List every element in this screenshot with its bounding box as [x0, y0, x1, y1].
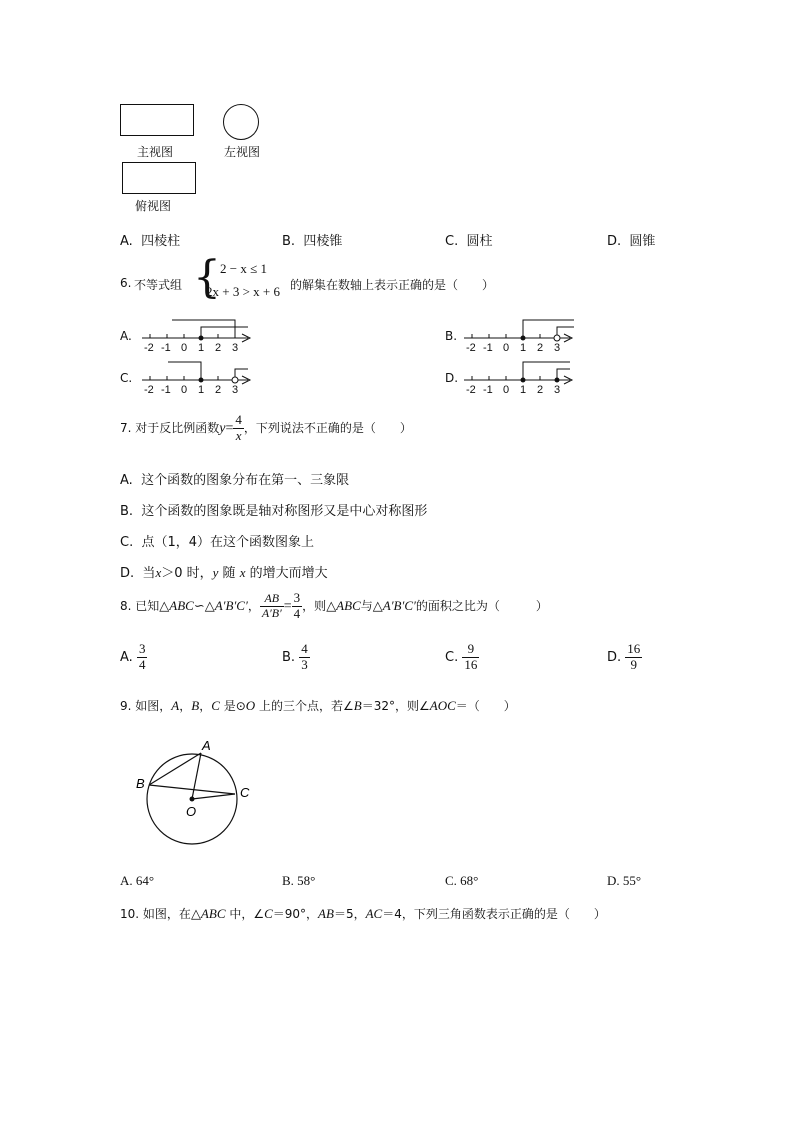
tick-label: 2 [215, 384, 222, 396]
q8-value-fraction [292, 591, 303, 622]
frac-den: 4 [138, 657, 146, 672]
tick-label: 2 [537, 384, 544, 396]
q10-text: ＝5， [333, 907, 366, 921]
var-c: C [211, 698, 220, 713]
q5-option-b[interactable] [282, 230, 342, 249]
q8-option-a[interactable] [120, 636, 147, 680]
q7-fraction [233, 413, 244, 444]
q7-option-a[interactable] [120, 469, 349, 488]
q7-func-eq: = [225, 421, 234, 436]
var-y: y [212, 565, 219, 580]
option-fraction [625, 642, 642, 673]
var-c: C [264, 906, 273, 921]
q9-text: ＝32°，则∠ [361, 699, 430, 713]
q9-option-d[interactable] [607, 873, 641, 889]
tick-label: -2 [466, 342, 476, 354]
q6-numberline-d[interactable] [462, 358, 582, 398]
option-letter: C. [445, 650, 459, 665]
tick-label: -1 [483, 342, 493, 354]
option-text: 随 [222, 566, 236, 581]
frac-num: 16 [627, 641, 641, 657]
q7-func-lhs: y [219, 421, 226, 436]
q8-ratio-num: AB [260, 592, 284, 607]
tick-label: 3 [554, 342, 561, 354]
q7-suffix: ，下列说法不正确的是（ ） [243, 421, 412, 435]
q6-numberline-c[interactable] [140, 358, 260, 398]
tick-label: -2 [144, 384, 154, 396]
option-text: 68° [460, 873, 479, 888]
option-text: ＞0 时， [161, 566, 213, 581]
tick-label: 0 [181, 342, 188, 354]
q8-option-d[interactable] [607, 636, 642, 680]
q7-number: 7. [120, 421, 132, 435]
tick-label: 0 [503, 384, 510, 396]
q7-prefix: 对于反比例函数 [135, 421, 220, 435]
q9-option-a[interactable] [120, 873, 154, 889]
q7-option-b[interactable] [120, 500, 427, 519]
tick-label: 0 [503, 342, 510, 354]
q6-prefix: 不等式组 [134, 278, 183, 292]
q6-inequality-1: 2 − x ≤ 1 [220, 261, 267, 276]
front-view-label: 主视图 [137, 145, 174, 159]
q7-option-c[interactable] [120, 531, 314, 550]
var-ac: AC [365, 906, 383, 921]
q9-text: 是⊙ [223, 699, 246, 713]
tick-label: 1 [520, 384, 527, 396]
tick-label: 3 [232, 342, 239, 354]
q10-text: ＝90°， [272, 907, 319, 921]
left-view-circle [223, 104, 259, 140]
brace-icon: { [193, 252, 221, 303]
q10-text: 中，∠ [229, 907, 265, 921]
var-o: O [245, 698, 256, 713]
q7-frac-num: 4 [235, 412, 242, 428]
tick-label: 0 [181, 384, 188, 396]
q10-stem [120, 905, 606, 922]
q9-circle-figure [130, 735, 260, 865]
frac-num: 4 [301, 641, 308, 657]
tick-label: -2 [466, 384, 476, 396]
option-letter: D. [607, 873, 620, 888]
q6-inequality-2: 2x + 3 > x + 6 [206, 284, 280, 299]
point-label-b: B [136, 776, 145, 791]
option-text: 55° [622, 873, 642, 888]
frac-num: 9 [462, 642, 479, 658]
option-text: 点（1，4）在这个函数图象上 [141, 535, 315, 550]
q6-option-c-letter[interactable]: C. [120, 371, 133, 385]
var-b: B [191, 698, 200, 713]
q8-stem [120, 586, 548, 627]
q9-text: 上的三个点，若∠ [259, 699, 354, 713]
tick-label: 1 [198, 384, 205, 396]
option-letter: A. [120, 473, 133, 488]
q8-option-c[interactable] [445, 636, 479, 680]
q8-triangle-1: △ABC [326, 598, 361, 613]
q5-option-c[interactable] [445, 230, 493, 249]
q8-similarity: △ABC∽△A′B′C′ [159, 598, 248, 613]
q8-mid: ，则 [302, 599, 327, 613]
tick-label: 3 [554, 384, 561, 396]
option-text: 这个函数的图象既是轴对称图形又是中心对称图形 [141, 504, 428, 519]
tick-label: -1 [161, 384, 171, 396]
q8-value-den: 4 [293, 606, 301, 621]
q8-number: 8. [120, 599, 132, 613]
q8-option-b[interactable] [282, 636, 310, 680]
q10-number: 10. [120, 907, 140, 921]
q6-numberline-a[interactable] [140, 316, 260, 356]
q6-option-a-letter[interactable]: A. [120, 329, 132, 343]
q9-sep: ， [199, 699, 212, 713]
q7-stem [120, 408, 412, 449]
q7-frac-den: x [235, 428, 242, 443]
option-text: 这个函数的图象分布在第一、三象限 [141, 473, 350, 488]
option-letter: C. [445, 873, 457, 888]
var-b: B [353, 698, 362, 713]
frac-num: 3 [138, 641, 146, 657]
q8-suffix: 的面积之比为（ ） [415, 599, 548, 613]
option-letter: A. [120, 650, 133, 665]
q9-number: 9. [120, 699, 132, 713]
var-x: x [239, 565, 246, 580]
q6-numberline-b[interactable] [462, 316, 582, 356]
option-fraction [462, 642, 479, 673]
option-letter: D. [120, 566, 135, 581]
point-label-o: O [186, 804, 197, 819]
tick-label: 3 [232, 384, 239, 396]
option-text: 四棱锥 [303, 234, 343, 249]
q6-option-d-letter[interactable]: D. [445, 371, 459, 385]
option-text: 64° [135, 873, 155, 888]
option-letter: C. [120, 535, 134, 550]
option-letter: C. [445, 234, 459, 249]
option-text: 圆柱 [466, 234, 493, 249]
option-letter: B. [282, 650, 296, 665]
point-label-c: C [240, 785, 250, 800]
tick-label: -2 [144, 342, 154, 354]
q8-triangle-2: △A′B′C′ [372, 598, 416, 613]
tick-label: 2 [537, 342, 544, 354]
q5-option-a[interactable] [120, 230, 180, 249]
option-text: 四棱柱 [141, 234, 181, 249]
option-fraction [299, 642, 310, 673]
q8-comma: ， [247, 599, 260, 613]
q10-text: 如图，在 [142, 907, 191, 921]
option-letter: D. [607, 650, 622, 665]
option-letter: A. [120, 873, 133, 888]
left-view-label: 左视图 [224, 145, 261, 159]
option-letter: D. [607, 234, 622, 249]
var-aoc: AOC [429, 698, 456, 713]
frac-den: 16 [464, 657, 478, 672]
option-text: 圆锥 [629, 234, 656, 249]
option-letter: A. [120, 234, 133, 249]
top-view-label: 俯视图 [135, 199, 172, 213]
var-ab: AB [318, 906, 334, 921]
q5-option-d[interactable] [607, 230, 655, 249]
var-a: A [171, 698, 180, 713]
tick-label: -1 [161, 342, 171, 354]
q9-option-b[interactable] [282, 873, 315, 889]
q9-sep: ， [179, 699, 192, 713]
q6-number: 6. [120, 276, 132, 290]
option-letter: B. [282, 873, 294, 888]
tick-label: 1 [520, 342, 527, 354]
q9-stem [120, 697, 516, 714]
option-text: 的增大而增大 [249, 566, 328, 581]
point-label-a: A [202, 738, 211, 753]
q8-value-num: 3 [293, 590, 301, 606]
tick-label: -1 [483, 384, 493, 396]
q8-ratio-fraction [260, 592, 284, 621]
option-text: 当 [142, 566, 156, 581]
tick-label: 2 [215, 342, 222, 354]
option-letter: B. [120, 504, 134, 519]
option-text: 58° [297, 873, 316, 888]
q6-option-b-letter[interactable]: B. [445, 329, 458, 343]
front-view-rectangle [120, 104, 194, 136]
q8-eq: = [283, 599, 292, 614]
var-x: x [155, 565, 162, 580]
q10-text: ＝4，下列三角函数表示正确的是（ ） [382, 907, 606, 921]
q7-option-d[interactable] [120, 562, 328, 581]
option-fraction [137, 642, 148, 673]
frac-den: 3 [301, 657, 308, 672]
q9-option-c[interactable] [445, 873, 478, 889]
q8-prefix: 已知 [135, 599, 160, 613]
frac-den: 9 [630, 657, 638, 672]
top-view-rectangle [122, 162, 196, 194]
option-letter: B. [282, 234, 296, 249]
q8-ratio-den: A′B′ [261, 606, 282, 620]
q9-text: 如图， [135, 699, 172, 713]
q6-suffix: 的解集在数轴上表示正确的是（ ） [290, 278, 495, 292]
tick-label: 1 [198, 342, 205, 354]
q9-text: ＝（ ） [455, 699, 516, 713]
q10-triangle: △ABC [190, 906, 226, 921]
q8-with: 与 [360, 599, 373, 613]
